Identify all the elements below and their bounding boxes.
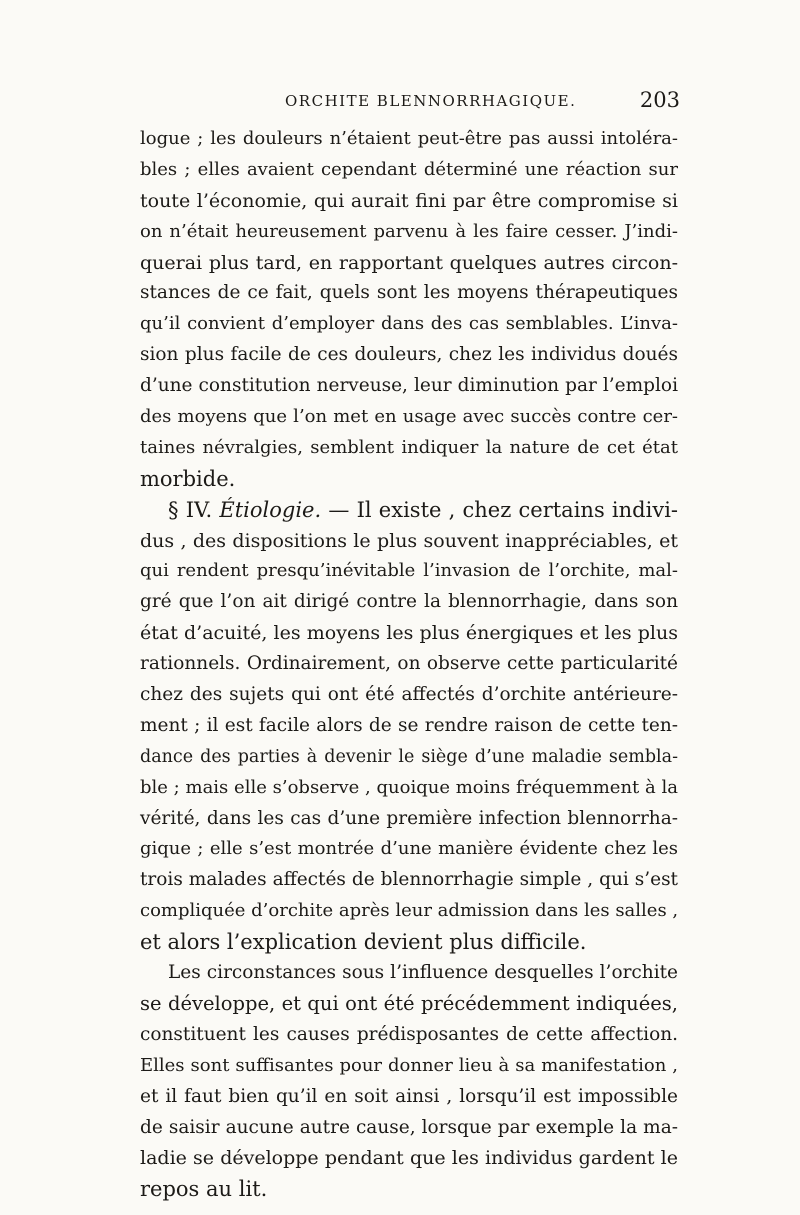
body-text [140, 124, 678, 1205]
text-line: on n’était heureusement parvenu à les faire cesser. J’indi- [140, 220, 678, 242]
paragraph-2 [140, 495, 678, 958]
text-line: qu’il convient d’employer dans des cas semblables. L’inva- [140, 313, 678, 335]
text-line: constituent les causes prédisposantes de cette affection. [140, 1023, 678, 1045]
text-line: querai plus tard, en rapportant quelques autres circon- [140, 251, 678, 274]
text-line: se développe, et qui ont été précédemment indiquées, [140, 991, 678, 1015]
text-line: état d’acuité, les moyens les plus énergiques et les plus [140, 622, 678, 645]
text-line: Les circonstances sous l’influence desquelles l’orchite [168, 962, 678, 984]
running-title: ORCHITE BLENNORRHAGIQUE. [285, 92, 577, 110]
section-mark: § IV. [168, 497, 213, 522]
text-line: sion plus facile de ces douleurs, chez les individus doués [140, 344, 678, 366]
text-line: chez des sujets qui ont été affectés d’orchite antérieure- [140, 684, 678, 706]
text-line: ble ; mais elle s’observe , quoique moins fréquemment à la [140, 776, 678, 798]
section-title: Étiologie. [219, 497, 322, 522]
text-line: dus , des dispositions le plus souvent inappréciables, et [140, 529, 678, 552]
text-line: gré que l’on ait dirigé contre la blennorrhagie, dans son [140, 591, 678, 613]
text-line: ment ; il est facile alors de se rendre raison de cette ten- [140, 714, 678, 736]
text-line: des moyens que l’on met en usage avec succès contre cer- [140, 406, 678, 428]
text-line: vérité, dans les cas d’une première infection blennorrha- [140, 807, 678, 829]
text-line: gique ; elle s’est montrée d’une manière évidente chez les [140, 838, 678, 860]
text-line: toute l’économie, qui aurait fini par être compromise si [140, 189, 678, 212]
running-head [140, 90, 680, 114]
text-line: de saisir aucune autre cause, lorsque par exemple la ma- [140, 1116, 678, 1138]
text-line: logue ; les douleurs n’étaient peut-être pas aussi intoléra- [140, 128, 678, 149]
page-number: 203 [639, 88, 680, 112]
text-line: dance des parties à devenir le siège d’une maladie sembla- [140, 746, 678, 767]
text-line: Elles sont suffisantes pour donner lieu à sa manifestation , [140, 1054, 678, 1076]
text-line: bles ; elles avaient cependant déterminé une réaction sur [140, 158, 678, 180]
text-line: repos au lit. [140, 1177, 268, 1202]
text-line: rationnels. Ordinairement, on observe cette particularité [140, 653, 678, 675]
text-line: et alors l’explication devient plus difficile. [140, 930, 587, 955]
text-line: taines névralgies, semblent indiquer la nature de cet état [140, 436, 678, 458]
text-line: stances de ce fait, quels sont les moyens thérapeutiques [140, 282, 678, 304]
text-line: compliquée d’orchite après leur admission dans les salles , [140, 900, 679, 922]
text-line: qui rendent presqu’inévitable l’invasion de l’orchite, mal- [140, 560, 678, 582]
text-line: morbide. [140, 466, 236, 491]
paragraph-1 [140, 124, 678, 495]
paragraph-3 [140, 958, 678, 1205]
text-line: d’une constitution nerveuse, leur diminution par l’emploi [140, 375, 678, 397]
section-heading-text: — Il existe , chez certains indivi- [328, 497, 679, 522]
text-line: trois malades affectés de blennorrhagie simple , qui s’est [140, 869, 678, 891]
section-heading-line [140, 495, 678, 526]
text-line: et il faut bien qu’il en soit ainsi , lorsqu’il est impossible [140, 1085, 678, 1107]
text-line: ladie se développe pendant que les individus gardent le [140, 1147, 678, 1170]
